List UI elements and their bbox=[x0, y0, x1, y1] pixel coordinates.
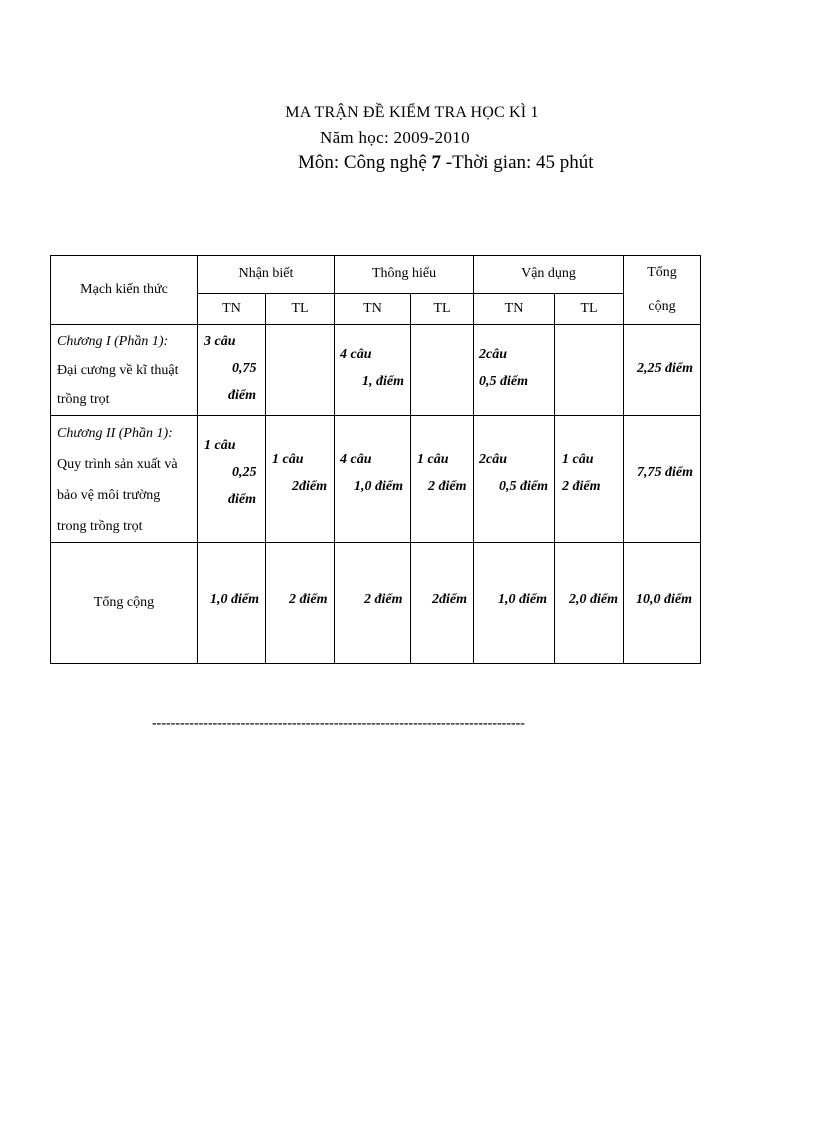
table-row bbox=[51, 325, 701, 416]
cell-text: 2điểm bbox=[432, 592, 468, 607]
sub-header: TN bbox=[474, 293, 555, 324]
separator-dashes: -------------------------------------------------------------------------------- bbox=[152, 716, 525, 731]
total-cell bbox=[624, 325, 701, 416]
total-cell bbox=[624, 543, 701, 664]
cell-text: 1, điểm bbox=[362, 374, 405, 389]
score-cell bbox=[198, 543, 266, 664]
cell-text: 1 câu bbox=[562, 452, 594, 467]
score-cell bbox=[266, 325, 335, 416]
chapter-title: Chương I (Phần 1): bbox=[57, 334, 169, 349]
score-cell bbox=[335, 416, 411, 543]
sub-header: TL bbox=[411, 293, 474, 324]
topic-text: trong trồng trọt bbox=[57, 519, 143, 534]
school-year: Năm học: 2009-2010 bbox=[320, 128, 470, 147]
sub-header: TL bbox=[266, 293, 335, 324]
cell-text: 2câu bbox=[479, 347, 508, 362]
cell-text: 4 câu bbox=[340, 347, 372, 362]
group-header-understanding: Thông hiểu bbox=[335, 256, 474, 294]
score-cell bbox=[411, 543, 474, 664]
score-cell bbox=[266, 543, 335, 664]
cell-text: 3 câu bbox=[204, 334, 236, 349]
table-row bbox=[51, 543, 701, 664]
cell-text: 1,0 điểm bbox=[210, 592, 259, 607]
total-header-line1: Tổng bbox=[647, 265, 677, 280]
document-title: MA TRẬN ĐỀ KIỂM TRA HỌC KÌ 1 bbox=[285, 104, 539, 121]
cell-text: 0,5 điểm bbox=[499, 479, 549, 494]
topic-text: trồng trọt bbox=[57, 392, 110, 407]
topic-cell bbox=[51, 325, 198, 416]
group-header-application: Vận dụng bbox=[474, 256, 624, 294]
cell-text: 2,25 điểm bbox=[637, 361, 694, 376]
test-matrix-table bbox=[50, 255, 701, 664]
total-row-label: Tổng cộng bbox=[51, 543, 198, 664]
subject-line bbox=[298, 152, 594, 174]
total-header bbox=[624, 256, 701, 325]
cell-text: 0,5 điểm bbox=[479, 374, 529, 389]
cell-text: 0,75 bbox=[232, 361, 257, 376]
cell-text: điểm bbox=[228, 388, 256, 403]
cell-text: 0,25 bbox=[232, 465, 257, 480]
total-cell bbox=[624, 416, 701, 543]
group-header-recognition: Nhận biết bbox=[198, 256, 335, 294]
score-cell bbox=[555, 416, 624, 543]
cell-text: 2,0 điểm bbox=[569, 592, 619, 607]
score-cell bbox=[198, 325, 266, 416]
chapter-title: Chương II (Phần 1): bbox=[57, 426, 173, 441]
topic-header: Mạch kiến thức bbox=[51, 256, 198, 325]
score-cell bbox=[335, 543, 411, 664]
sub-header: TL bbox=[555, 293, 624, 324]
cell-text: 1,0 điểm bbox=[498, 592, 548, 607]
cell-text: 2 điểm bbox=[562, 479, 601, 494]
sub-header: TN bbox=[198, 293, 266, 324]
subject-grade: 7 bbox=[431, 152, 442, 173]
cell-text: điểm bbox=[228, 492, 256, 507]
cell-text: 2 điểm bbox=[364, 592, 403, 607]
cell-text: 1,0 điểm bbox=[354, 479, 404, 494]
sub-header: TN bbox=[335, 293, 411, 324]
topic-text: bảo vệ môi trường bbox=[57, 488, 161, 503]
score-cell bbox=[474, 325, 555, 416]
cell-text: 2điểm bbox=[292, 479, 327, 494]
cell-text: 2câu bbox=[479, 452, 508, 467]
score-cell bbox=[411, 416, 474, 543]
score-cell bbox=[555, 543, 624, 664]
score-cell bbox=[335, 325, 411, 416]
cell-text: 4 câu bbox=[340, 452, 372, 467]
topic-text: Quy trình sản xuất và bbox=[57, 457, 178, 472]
cell-text: 7,75 điểm bbox=[637, 465, 694, 480]
subject-suffix: -Thời gian: 45 phút bbox=[441, 152, 594, 173]
score-cell bbox=[266, 416, 335, 543]
score-cell bbox=[198, 416, 266, 543]
score-cell bbox=[474, 543, 555, 664]
score-cell bbox=[555, 325, 624, 416]
score-cell bbox=[474, 416, 555, 543]
header-row bbox=[51, 256, 701, 294]
table-row bbox=[51, 416, 701, 543]
cell-text: 2 điểm bbox=[289, 592, 328, 607]
score-cell bbox=[411, 325, 474, 416]
subject-prefix: Môn: Công nghệ bbox=[298, 152, 432, 173]
cell-text: 10,0 điểm bbox=[636, 592, 693, 607]
cell-text: 1 câu bbox=[417, 452, 449, 467]
cell-text: 1 câu bbox=[204, 438, 236, 453]
topic-cell bbox=[51, 416, 198, 543]
total-header-line2: cộng bbox=[648, 299, 676, 314]
topic-text: Đại cương về kĩ thuật bbox=[57, 363, 179, 378]
cell-text: 2 điểm bbox=[428, 479, 467, 494]
cell-text: 1 câu bbox=[272, 452, 304, 467]
